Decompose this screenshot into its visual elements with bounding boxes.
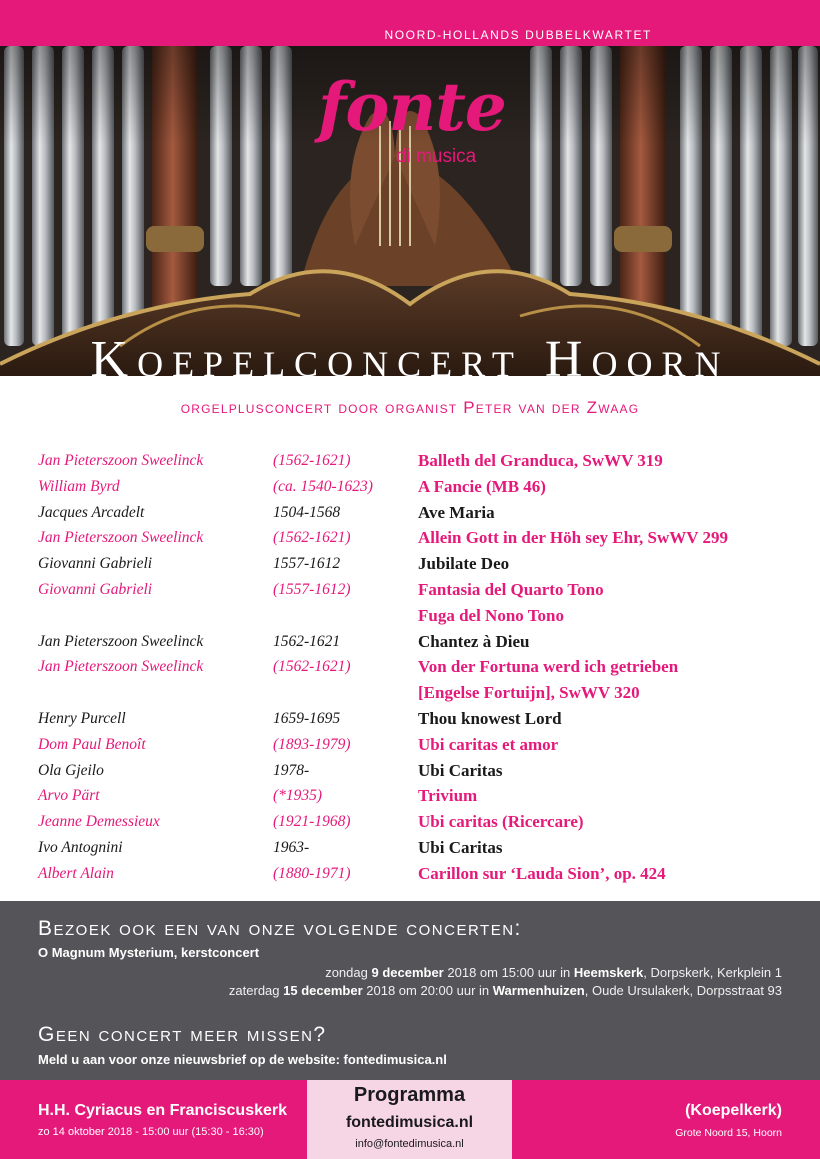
work-title: Von der Fortuna werd ich getrieben bbox=[418, 657, 679, 677]
program-row bbox=[0, 527, 820, 553]
program-row bbox=[0, 837, 820, 863]
work-title: Balleth del Granduca, SwWV 319 bbox=[418, 451, 663, 470]
work-title: Trivium bbox=[418, 786, 478, 806]
composer-name: Jan Pieterszoon Sweelinck bbox=[38, 632, 204, 650]
info-band bbox=[0, 901, 820, 1080]
work-title: Ave Maria bbox=[418, 502, 495, 522]
work-title: Jubilate Deo bbox=[418, 554, 510, 574]
work-title: Ubi Caritas bbox=[418, 760, 503, 780]
concert-title: Koepelconcert Hoorn bbox=[90, 331, 730, 376]
upcoming-heading: Bezoek ook een van onze volgende concerten: bbox=[38, 917, 522, 940]
program-row bbox=[0, 708, 820, 734]
composer-name: Arvo Pärt bbox=[38, 787, 100, 805]
work-title: Ubi caritas (Ricercare) bbox=[418, 812, 584, 832]
newsletter-text: Meld u aan voor onze nieuwsbrief op de website: fontedimusica.nl bbox=[38, 1052, 447, 1067]
footer-band bbox=[0, 1080, 820, 1159]
composer-years: (*1935) bbox=[273, 787, 323, 805]
program-box bbox=[307, 1080, 512, 1159]
composer-years: 1978- bbox=[273, 761, 310, 779]
upcoming-date-2: zaterdag 15 december 2018 om 20:00 uur in Warmenhuizen, Oude Ursulakerk, Dorpsstraat 93 bbox=[228, 983, 782, 998]
composer-years: 1562-1621 bbox=[273, 632, 341, 650]
composer-years: 1659-1695 bbox=[273, 709, 341, 727]
work-title: A Fancie (MB 46) bbox=[418, 476, 546, 496]
fonte-di-musica-logo bbox=[300, 68, 530, 176]
work-title: Thou knowest Lord bbox=[418, 708, 562, 728]
composer-years: (1921-1968) bbox=[273, 813, 351, 831]
program-row bbox=[0, 553, 820, 579]
composer-name: Ivo Antognini bbox=[38, 838, 123, 856]
work-title: Fuga del Nono Tono bbox=[418, 605, 564, 625]
composer-years: 1504-1568 bbox=[273, 503, 341, 521]
composer-name: Jeanne Demessieux bbox=[38, 813, 160, 831]
work-title: Fantasia del Quarto Tono bbox=[418, 579, 604, 599]
work-title: Ubi caritas et amor bbox=[418, 734, 559, 754]
composer-name: Ola Gjeilo bbox=[38, 761, 104, 779]
program-row bbox=[0, 476, 820, 502]
program-row bbox=[0, 631, 820, 657]
composer-name: Henry Purcell bbox=[38, 709, 126, 727]
program-row bbox=[0, 785, 820, 811]
work-title: Chantez à Dieu bbox=[418, 631, 530, 651]
program-row bbox=[0, 734, 820, 760]
logo-wordmark: fonte bbox=[318, 68, 506, 146]
church-alt-name: (Koepelkerk) bbox=[685, 1102, 782, 1119]
work-title: [Engelse Fortuijn], SwWV 320 bbox=[418, 683, 640, 703]
ensemble-name: NOORD-HOLLANDS DUBBELKWARTET bbox=[384, 28, 652, 42]
composer-name: Jan Pieterszoon Sweelinck bbox=[38, 658, 204, 676]
composer-years: 1963- bbox=[273, 838, 310, 856]
composer-years: (1880-1971) bbox=[273, 864, 351, 882]
newsletter-heading: Geen concert meer missen? bbox=[38, 1023, 327, 1046]
top-band bbox=[0, 0, 820, 46]
program-row bbox=[0, 605, 820, 631]
logo-subtitle: di musica bbox=[396, 146, 477, 167]
composer-years: (1893-1979) bbox=[273, 735, 351, 753]
composer-years: (1562-1621) bbox=[273, 452, 351, 469]
work-title: Allein Gott in der Höh sey Ehr, SwWV 299 bbox=[418, 528, 728, 548]
program-row bbox=[0, 863, 820, 889]
program-row bbox=[0, 682, 820, 708]
composer-name: William Byrd bbox=[38, 477, 120, 495]
program-row bbox=[0, 502, 820, 528]
composer-name: Dom Paul Benoît bbox=[38, 735, 146, 753]
composer-name: Jan Pieterszoon Sweelinck bbox=[38, 452, 204, 469]
organ-photo bbox=[0, 46, 820, 376]
program-row bbox=[0, 579, 820, 605]
program-row bbox=[0, 811, 820, 837]
composer-name: Giovanni Gabrieli bbox=[38, 555, 153, 573]
church-name: H.H. Cyriacus en Franciscuskerk bbox=[38, 1102, 288, 1119]
email-link[interactable]: info@fontedimusica.nl bbox=[355, 1138, 464, 1150]
program-row bbox=[0, 656, 820, 682]
program-title: Programma bbox=[353, 1084, 466, 1106]
composer-years: (1562-1621) bbox=[273, 658, 351, 676]
program-list bbox=[0, 450, 820, 889]
concert-subtitle: orgelplusconcert door organist Peter van der Zwaag bbox=[180, 398, 640, 417]
composer-name: Jan Pieterszoon Sweelinck bbox=[38, 529, 204, 547]
work-title: Ubi Caritas bbox=[418, 837, 503, 857]
composer-years: 1557-1612 bbox=[273, 555, 341, 573]
upcoming-date-1: zondag 9 december 2018 om 15:00 uur in Heemskerk, Dorpskerk, Kerkplein 1 bbox=[325, 965, 782, 980]
concert-date: zo 14 oktober 2018 - 15:00 uur (15:30 - 16:30) bbox=[38, 1126, 264, 1138]
website-link[interactable]: fontedimusica.nl bbox=[345, 1114, 474, 1131]
program-row bbox=[0, 760, 820, 786]
composer-years: (1562-1621) bbox=[273, 529, 351, 547]
upcoming-concert: O Magnum Mysterium, kerstconcert bbox=[38, 945, 260, 960]
work-title: Carillon sur ‘Lauda Sion’, op. 424 bbox=[418, 863, 666, 883]
program-row bbox=[0, 450, 820, 476]
composer-name: Jacques Arcadelt bbox=[38, 503, 145, 521]
composer-years: (ca. 1540-1623) bbox=[273, 477, 373, 495]
composer-name: Albert Alain bbox=[38, 864, 114, 882]
church-address: Grote Noord 15, Hoorn bbox=[675, 1127, 782, 1139]
composer-years: (1557-1612) bbox=[273, 580, 351, 598]
composer-name: Giovanni Gabrieli bbox=[38, 580, 153, 598]
